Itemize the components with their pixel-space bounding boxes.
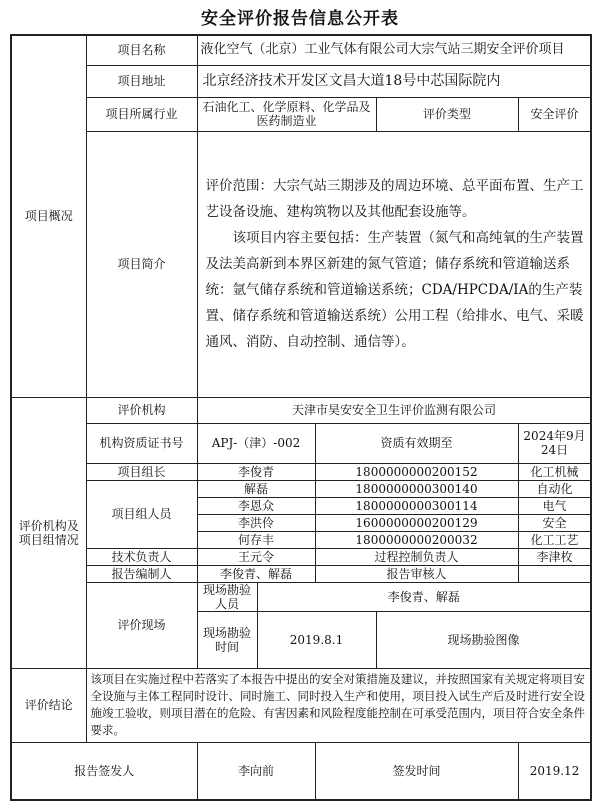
writer-names: 李俊青、解磊 xyxy=(197,565,315,582)
surveyor-names: 李俊青、解磊 xyxy=(257,582,591,611)
signer-label: 报告签发人 xyxy=(11,742,197,800)
member-major: 电气 xyxy=(518,497,591,514)
leader-id: 1800000000200152 xyxy=(315,463,518,480)
member-major: 自动化 xyxy=(518,480,591,497)
intro-scope: 评价范围：大宗气站三期涉及的周边环境、总平面布置、生产工艺设备设施、建构筑物以及其他配套设施等。 xyxy=(205,178,584,220)
surveyor-label: 现场勘验人员 xyxy=(197,582,257,611)
conclusion-label: 评价结论 xyxy=(11,668,86,742)
eval-type: 安全评价 xyxy=(518,97,591,131)
info-table xyxy=(10,34,592,801)
signer-name: 李向前 xyxy=(197,742,315,800)
project-address-label: 项目地址 xyxy=(86,65,197,97)
site-section-label: 评价现场 xyxy=(86,582,197,668)
org-section-label: 评价机构及项目组情况 xyxy=(11,397,86,668)
cert-number: APJ-（津）-002 xyxy=(197,423,315,463)
members-label: 项目组人员 xyxy=(86,480,197,548)
eval-type-label: 评价类型 xyxy=(376,97,518,131)
process-label: 过程控制负责人 xyxy=(315,548,518,565)
member-major: 化工工艺 xyxy=(518,531,591,548)
intro-content: 该项目内容主要包括：生产装置（氮气和高纯氧的生产装置及法美高新到本界区新建的氮气管道；储存系统和管道输送系统：氩气储存系统和管道输送系统；CDA/HPCDA/IA的生产装置、储存系统和管道输送系统）公用工程（给排水、电气、采暖通风、消防、自动控制、通信等）。 xyxy=(205,230,584,350)
sign-date: 2019.12 xyxy=(518,742,591,800)
tech-label: 技术负责人 xyxy=(86,548,197,565)
reviewer-label: 报告审核人 xyxy=(315,565,518,582)
leader-major: 化工机械 xyxy=(518,463,591,480)
member-id: 1600000000200129 xyxy=(315,514,518,531)
member-name: 何存丰 xyxy=(197,531,315,548)
validity-date: 2024年9月24日 xyxy=(518,423,591,463)
survey-time-label: 现场勘验时间 xyxy=(197,611,257,668)
page-title: 安全评价报告信息公开表 xyxy=(201,9,399,29)
writer-label: 报告编制人 xyxy=(86,565,197,582)
overview-label: 项目概况 xyxy=(11,35,86,397)
member-name: 解磊 xyxy=(197,480,315,497)
member-id: 1800000000200032 xyxy=(315,531,518,548)
reviewer-name xyxy=(518,565,591,582)
project-address: 北京经济技术开发区文昌大道18号中芯国际院内 xyxy=(197,65,591,97)
conclusion-text: 该项目在实施过程中若落实了本报告中提出的安全对策措施及建议，并按照国家有关规定将项目安全设施与主体工程同时设计、同时施工、同时投入生产和使用，项目投入试生产后及时进行安全设施竣工验收，则项目潜在的危险、有害因素和风险程度能控制在可承受范围内，项目符合安全条件要求。 xyxy=(86,668,591,742)
agency-label: 评价机构 xyxy=(86,397,197,423)
survey-image-label: 现场勘验图像 xyxy=(376,611,591,668)
sign-date-label: 签发时间 xyxy=(315,742,518,800)
validity-label: 资质有效期至 xyxy=(315,423,518,463)
cert-label: 机构资质证书号 xyxy=(86,423,197,463)
intro-label: 项目简介 xyxy=(86,131,197,397)
member-id: 1800000000300140 xyxy=(315,480,518,497)
project-intro xyxy=(197,131,591,397)
member-name: 李恩众 xyxy=(197,497,315,514)
industry: 石油化工、化学原料、化学品及医药制造业 xyxy=(197,97,376,131)
project-name-label: 项目名称 xyxy=(86,35,197,65)
member-name: 李洪伶 xyxy=(197,514,315,531)
leader-label: 项目组长 xyxy=(86,463,197,480)
project-name: 液化空气（北京）工业气体有限公司大宗气站三期安全评价项目 xyxy=(197,35,591,65)
process-name: 李津枚 xyxy=(518,548,591,565)
member-id: 1800000000300114 xyxy=(315,497,518,514)
industry-label: 项目所属行业 xyxy=(86,97,197,131)
agency: 天津市昊安安全卫生评价监测有限公司 xyxy=(197,397,591,423)
tech-name: 王元令 xyxy=(197,548,315,565)
leader-name: 李俊青 xyxy=(197,463,315,480)
survey-time: 2019.8.1 xyxy=(257,611,376,668)
member-major: 安全 xyxy=(518,514,591,531)
